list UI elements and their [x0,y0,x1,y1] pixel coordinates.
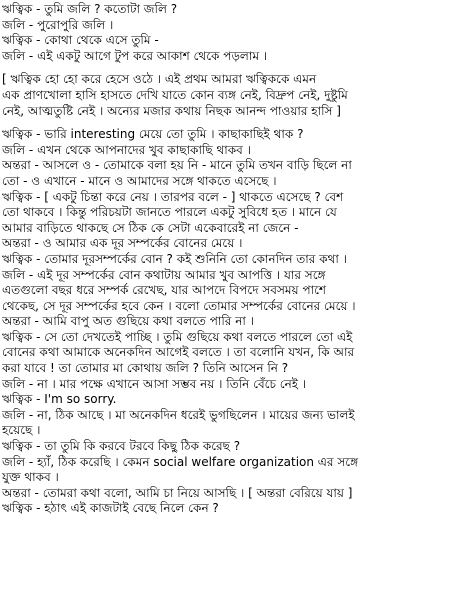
text-line: যুক্ত থাকব । [2,470,59,485]
text-line: নেই, আত্মতুষ্টি নেই । অন্যের মজার কথায় নিছক আনন্দ পাওয়ার হাসি ] [2,103,341,118]
text-line: জলি - এখন থেকে আপনাদের খুব কাছাকাছি থাকব । [2,142,251,157]
text-line: ঋত্বিক - ভারি interesting মেয়ে তো তুমি । কাছাকাছিই থাক ? [2,127,304,142]
text-line: জলি - না, ঠিক আছে । মা অনেকদিন ধরেই ভুগছিলেন । মায়ের জন্য ভালই [2,407,355,422]
text-line: ঋত্বিক - কোথা থেকে এসে তুমি - [2,33,159,48]
stage-direction [2,72,450,119]
text-line: ঋত্বিক - তোমার দূরসম্পর্কের বোন ? কই শুনিনি তো কোনদিন তার কথা । [2,251,347,266]
text-line: বোনের কথা আমাকে অনেকদিন আগেই বলতে । তা বলোনি যখন, কি আর [2,345,355,360]
dialogue-block-opening [2,2,450,64]
dialogue-block-main [2,127,450,517]
text-line: জলি - এই একটু আগে টুপ করে আকাশ থেকে পড়লাম । [2,48,268,63]
text-line: জলি - না । মার পক্ষে এখানে আসা সম্ভব নয় । তিনি বেঁচে নেই । [2,376,307,391]
text-line: [ ঋত্বিক হো হো করে হেসে ওঠে । এই প্রথম আমরা ঋত্বিককে এমন [2,72,317,87]
text-line: ঋত্বিক - সে তো দেখতেই পাচ্ছি । তুমি গুছিয়ে কথা বলতে পারলে তো এই [2,329,353,344]
text-line: জলি - হ্যাঁ, ঠিক করেছি । কেমন social welfare organization এর সঙ্গে [2,454,359,469]
text-line: ঋত্বিক - তা তুমি কি করবে টরবে কিছু ঠিক করেছ ? [2,439,241,454]
text-line: জলি - এই দূর সম্পর্কের বোন কথাটায় আমার খুব আপত্তি । যার সঙ্গে [2,267,326,282]
text-line: অন্তরা - আমি বাপু অত গুছিয়ে কথা বলতে পারি না । [2,314,254,329]
text-line: হয়েছে । [2,423,41,438]
text-line: জলি - পুরোপুরি জলি । [2,17,114,32]
text-line: ঋত্বিক - [ একটু চিন্তা করে নেয় । তারপর বলে - ] থাকতে এসেছে ? বেশ [2,189,344,204]
text-line: এতগুলো বছর ধরে সম্পর্ক রেখেছ, যার আপদে বিপদে সবসময় পাশে [2,283,326,298]
paragraph-gap [2,64,450,72]
text-line: তো - ও এখানে - মানে ও আমাদের সঙ্গে থাকতে এসেছে । [2,173,277,188]
text-line: আমার বাড়িতে থাকছে সে ঠিক কে সেটা একেবারেই না জেনে - [2,220,299,235]
text-line: অন্তরা - আসলে ও - তোমাকে বলা হয় নি - মানে তুমি তখন বাড়ি ছিলে না [2,158,352,173]
paragraph-gap [2,119,450,127]
text-line: ঋত্বিক - হঠাৎ এই কাজটাই বেছে নিলে কেন ? [2,501,219,516]
text-line: এক প্রাণখোলা হাসি হাসতে দেখি যাতে কোন ব্যঙ্গ নেই, বিদ্রুপ নেই, দুষ্টুমি [2,87,348,102]
text-line: করা যাবে ! তা তোমার মা কোথায় জলি ? তিনি আসেন নি ? [2,361,289,376]
text-line: থেকেছ, সে দূর সম্পর্কের হবে কেন । বলো তোমার সম্পর্কের বোনের মেয়ে । [2,298,356,313]
text-line: তো থাকবে । কিন্তু পরিচয়টা জানতে পারলে একটু সুবিধে হত । মানে যে [2,205,337,220]
text-line: অন্তরা - ও আমার এক দূর সম্পর্কের বোনের মেয়ে । [2,236,243,251]
text-line: ঋত্বিক - I'm so sorry. [2,392,117,407]
text-line: ঋত্বিক - তুমি জলি ? কতোটা জলি ? [2,2,178,16]
text-line: অন্তরা - তোমরা কথা বলো, আমি চা নিয়ে আসছি । [ অন্তরা বেরিয়ে যায় ] [2,485,353,500]
